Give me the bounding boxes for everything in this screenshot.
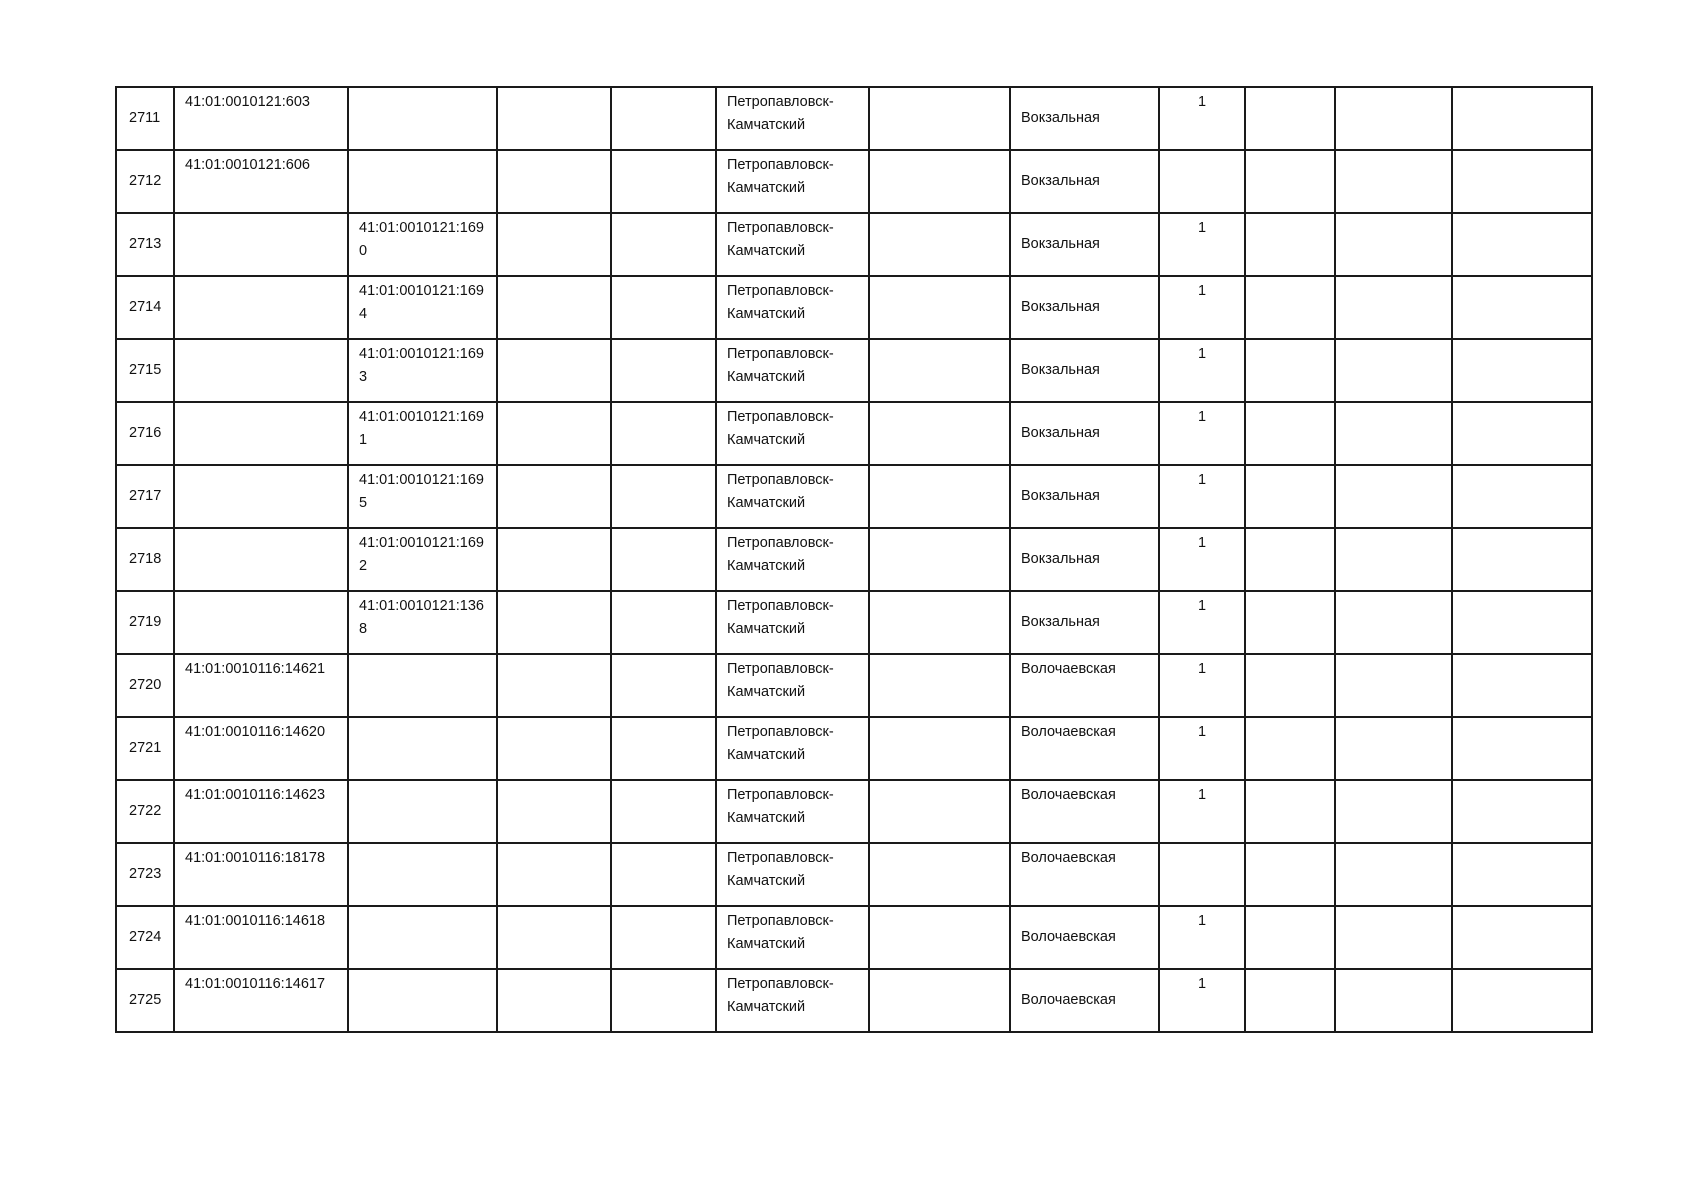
empty-cell xyxy=(611,969,716,1032)
empty-cell xyxy=(1335,528,1452,591)
empty-cell xyxy=(1452,276,1592,339)
empty-cell xyxy=(1245,717,1335,780)
empty-cell xyxy=(1245,465,1335,528)
cadastral-number-cell: 41:01:0010116:14620 xyxy=(174,717,348,780)
row-number-cell: 2712 xyxy=(116,150,174,213)
building-cadastral-number-cell: 41:01:0010121:1690 xyxy=(348,213,497,276)
row-number-cell: 2715 xyxy=(116,339,174,402)
empty-cell xyxy=(1452,528,1592,591)
quantity-cell: 1 xyxy=(1159,528,1245,591)
empty-cell xyxy=(1452,717,1592,780)
cadastral-number-cell xyxy=(174,528,348,591)
quantity-cell: 1 xyxy=(1159,906,1245,969)
cadastral-number-cell: 41:01:0010116:14621 xyxy=(174,654,348,717)
city-cell: Петропавловск-Камчатский xyxy=(716,276,869,339)
empty-cell xyxy=(1245,150,1335,213)
street-cell: Волочаевская xyxy=(1010,780,1159,843)
city-cell: Петропавловск-Камчатский xyxy=(716,906,869,969)
empty-cell xyxy=(869,213,1010,276)
city-cell: Петропавловск-Камчатский xyxy=(716,780,869,843)
empty-cell xyxy=(1452,780,1592,843)
table-body xyxy=(116,87,1592,1032)
building-cadastral-number-cell xyxy=(348,906,497,969)
empty-cell xyxy=(1335,465,1452,528)
empty-cell xyxy=(869,717,1010,780)
street-cell: Волочаевская xyxy=(1010,906,1159,969)
street-cell: Вокзальная xyxy=(1010,87,1159,150)
city-cell: Петропавловск-Камчатский xyxy=(716,591,869,654)
empty-cell xyxy=(1335,780,1452,843)
row-number-cell: 2722 xyxy=(116,780,174,843)
row-number-cell: 2720 xyxy=(116,654,174,717)
building-cadastral-number-cell xyxy=(348,843,497,906)
quantity-cell: 1 xyxy=(1159,276,1245,339)
building-cadastral-number-cell: 41:01:0010121:1695 xyxy=(348,465,497,528)
empty-cell xyxy=(1245,276,1335,339)
row-number-cell: 2711 xyxy=(116,87,174,150)
cadastral-number-cell xyxy=(174,402,348,465)
empty-cell xyxy=(497,150,611,213)
street-cell: Вокзальная xyxy=(1010,591,1159,654)
building-cadastral-number-cell xyxy=(348,150,497,213)
city-cell: Петропавловск-Камчатский xyxy=(716,402,869,465)
empty-cell xyxy=(869,150,1010,213)
empty-cell xyxy=(1452,969,1592,1032)
empty-cell xyxy=(497,780,611,843)
cadastral-number-cell xyxy=(174,591,348,654)
empty-cell xyxy=(611,906,716,969)
row-number-cell: 2713 xyxy=(116,213,174,276)
street-cell: Вокзальная xyxy=(1010,465,1159,528)
empty-cell xyxy=(497,402,611,465)
street-cell: Вокзальная xyxy=(1010,339,1159,402)
empty-cell xyxy=(611,717,716,780)
street-cell: Волочаевская xyxy=(1010,969,1159,1032)
empty-cell xyxy=(1452,591,1592,654)
quantity-cell: 1 xyxy=(1159,969,1245,1032)
city-cell: Петропавловск-Камчатский xyxy=(716,528,869,591)
table-row xyxy=(116,276,1592,339)
empty-cell xyxy=(869,969,1010,1032)
empty-cell xyxy=(1245,87,1335,150)
empty-cell xyxy=(869,843,1010,906)
cadastral-number-cell xyxy=(174,339,348,402)
building-cadastral-number-cell: 41:01:0010121:1691 xyxy=(348,402,497,465)
cadastral-number-cell: 41:01:0010116:14617 xyxy=(174,969,348,1032)
city-cell: Петропавловск-Камчатский xyxy=(716,717,869,780)
empty-cell xyxy=(497,213,611,276)
empty-cell xyxy=(869,528,1010,591)
row-number-cell: 2714 xyxy=(116,276,174,339)
table-row xyxy=(116,465,1592,528)
empty-cell xyxy=(869,465,1010,528)
empty-cell xyxy=(869,87,1010,150)
empty-cell xyxy=(1335,654,1452,717)
quantity-cell: 1 xyxy=(1159,591,1245,654)
empty-cell xyxy=(611,591,716,654)
empty-cell xyxy=(1335,276,1452,339)
empty-cell xyxy=(1452,339,1592,402)
cadastral-number-cell: 41:01:0010116:14618 xyxy=(174,906,348,969)
empty-cell xyxy=(1335,906,1452,969)
street-cell: Вокзальная xyxy=(1010,213,1159,276)
empty-cell xyxy=(611,87,716,150)
empty-cell xyxy=(869,591,1010,654)
street-cell: Волочаевская xyxy=(1010,654,1159,717)
empty-cell xyxy=(497,906,611,969)
empty-cell xyxy=(1245,402,1335,465)
empty-cell xyxy=(1452,465,1592,528)
quantity-cell: 1 xyxy=(1159,213,1245,276)
empty-cell xyxy=(1335,339,1452,402)
empty-cell xyxy=(1335,717,1452,780)
table-row xyxy=(116,591,1592,654)
row-number-cell: 2721 xyxy=(116,717,174,780)
quantity-cell: 1 xyxy=(1159,402,1245,465)
city-cell: Петропавловск-Камчатский xyxy=(716,465,869,528)
empty-cell xyxy=(1452,654,1592,717)
quantity-cell xyxy=(1159,150,1245,213)
quantity-cell: 1 xyxy=(1159,654,1245,717)
empty-cell xyxy=(611,528,716,591)
empty-cell xyxy=(611,465,716,528)
city-cell: Петропавловск-Камчатский xyxy=(716,843,869,906)
empty-cell xyxy=(1245,906,1335,969)
empty-cell xyxy=(497,717,611,780)
empty-cell xyxy=(1245,213,1335,276)
table-row xyxy=(116,843,1592,906)
street-cell: Вокзальная xyxy=(1010,150,1159,213)
empty-cell xyxy=(1452,87,1592,150)
empty-cell xyxy=(869,906,1010,969)
row-number-cell: 2718 xyxy=(116,528,174,591)
empty-cell xyxy=(1335,591,1452,654)
quantity-cell xyxy=(1159,843,1245,906)
building-cadastral-number-cell: 41:01:0010121:1368 xyxy=(348,591,497,654)
quantity-cell: 1 xyxy=(1159,717,1245,780)
empty-cell xyxy=(611,213,716,276)
table-row xyxy=(116,906,1592,969)
empty-cell xyxy=(869,276,1010,339)
empty-cell xyxy=(497,654,611,717)
registry-table xyxy=(115,86,1593,1033)
empty-cell xyxy=(611,150,716,213)
empty-cell xyxy=(1335,213,1452,276)
empty-cell xyxy=(869,339,1010,402)
quantity-cell: 1 xyxy=(1159,87,1245,150)
empty-cell xyxy=(1335,969,1452,1032)
building-cadastral-number-cell xyxy=(348,654,497,717)
building-cadastral-number-cell xyxy=(348,969,497,1032)
building-cadastral-number-cell xyxy=(348,780,497,843)
row-number-cell: 2719 xyxy=(116,591,174,654)
building-cadastral-number-cell: 41:01:0010121:1694 xyxy=(348,276,497,339)
row-number-cell: 2717 xyxy=(116,465,174,528)
empty-cell xyxy=(1245,654,1335,717)
empty-cell xyxy=(497,528,611,591)
city-cell: Петропавловск-Камчатский xyxy=(716,969,869,1032)
empty-cell xyxy=(611,402,716,465)
empty-cell xyxy=(1245,339,1335,402)
table-row xyxy=(116,87,1592,150)
empty-cell xyxy=(497,591,611,654)
empty-cell xyxy=(1335,843,1452,906)
street-cell: Вокзальная xyxy=(1010,276,1159,339)
empty-cell xyxy=(611,339,716,402)
empty-cell xyxy=(869,402,1010,465)
table-row xyxy=(116,213,1592,276)
empty-cell xyxy=(1245,843,1335,906)
table-row xyxy=(116,969,1592,1032)
empty-cell xyxy=(611,780,716,843)
city-cell: Петропавловск-Камчатский xyxy=(716,87,869,150)
cadastral-number-cell xyxy=(174,465,348,528)
empty-cell xyxy=(611,843,716,906)
cadastral-number-cell: 41:01:0010116:18178 xyxy=(174,843,348,906)
empty-cell xyxy=(497,87,611,150)
empty-cell xyxy=(1452,402,1592,465)
empty-cell xyxy=(497,969,611,1032)
empty-cell xyxy=(1452,843,1592,906)
empty-cell xyxy=(1452,906,1592,969)
quantity-cell: 1 xyxy=(1159,780,1245,843)
row-number-cell: 2723 xyxy=(116,843,174,906)
empty-cell xyxy=(497,276,611,339)
row-number-cell: 2725 xyxy=(116,969,174,1032)
city-cell: Петропавловск-Камчатский xyxy=(716,213,869,276)
table-row xyxy=(116,654,1592,717)
empty-cell xyxy=(1335,402,1452,465)
empty-cell xyxy=(869,654,1010,717)
empty-cell xyxy=(497,339,611,402)
building-cadastral-number-cell xyxy=(348,87,497,150)
table-row xyxy=(116,528,1592,591)
table-row xyxy=(116,150,1592,213)
table-row xyxy=(116,402,1592,465)
empty-cell xyxy=(1335,150,1452,213)
empty-cell xyxy=(1245,591,1335,654)
city-cell: Петропавловск-Камчатский xyxy=(716,654,869,717)
city-cell: Петропавловск-Камчатский xyxy=(716,339,869,402)
building-cadastral-number-cell: 41:01:0010121:1692 xyxy=(348,528,497,591)
empty-cell xyxy=(1245,969,1335,1032)
cadastral-number-cell: 41:01:0010116:14623 xyxy=(174,780,348,843)
empty-cell xyxy=(869,780,1010,843)
street-cell: Волочаевская xyxy=(1010,843,1159,906)
table-row xyxy=(116,339,1592,402)
empty-cell xyxy=(497,843,611,906)
empty-cell xyxy=(611,276,716,339)
quantity-cell: 1 xyxy=(1159,465,1245,528)
empty-cell xyxy=(1452,150,1592,213)
city-cell: Петропавловск-Камчатский xyxy=(716,150,869,213)
row-number-cell: 2716 xyxy=(116,402,174,465)
empty-cell xyxy=(1245,528,1335,591)
empty-cell xyxy=(1335,87,1452,150)
table-row xyxy=(116,717,1592,780)
cadastral-number-cell: 41:01:0010121:606 xyxy=(174,150,348,213)
building-cadastral-number-cell xyxy=(348,717,497,780)
cadastral-number-cell xyxy=(174,276,348,339)
building-cadastral-number-cell: 41:01:0010121:1693 xyxy=(348,339,497,402)
street-cell: Волочаевская xyxy=(1010,717,1159,780)
empty-cell xyxy=(611,654,716,717)
cadastral-number-cell: 41:01:0010121:603 xyxy=(174,87,348,150)
quantity-cell: 1 xyxy=(1159,339,1245,402)
street-cell: Вокзальная xyxy=(1010,528,1159,591)
table-row xyxy=(116,780,1592,843)
row-number-cell: 2724 xyxy=(116,906,174,969)
cadastral-number-cell xyxy=(174,213,348,276)
empty-cell xyxy=(1245,780,1335,843)
empty-cell xyxy=(497,465,611,528)
street-cell: Вокзальная xyxy=(1010,402,1159,465)
empty-cell xyxy=(1452,213,1592,276)
